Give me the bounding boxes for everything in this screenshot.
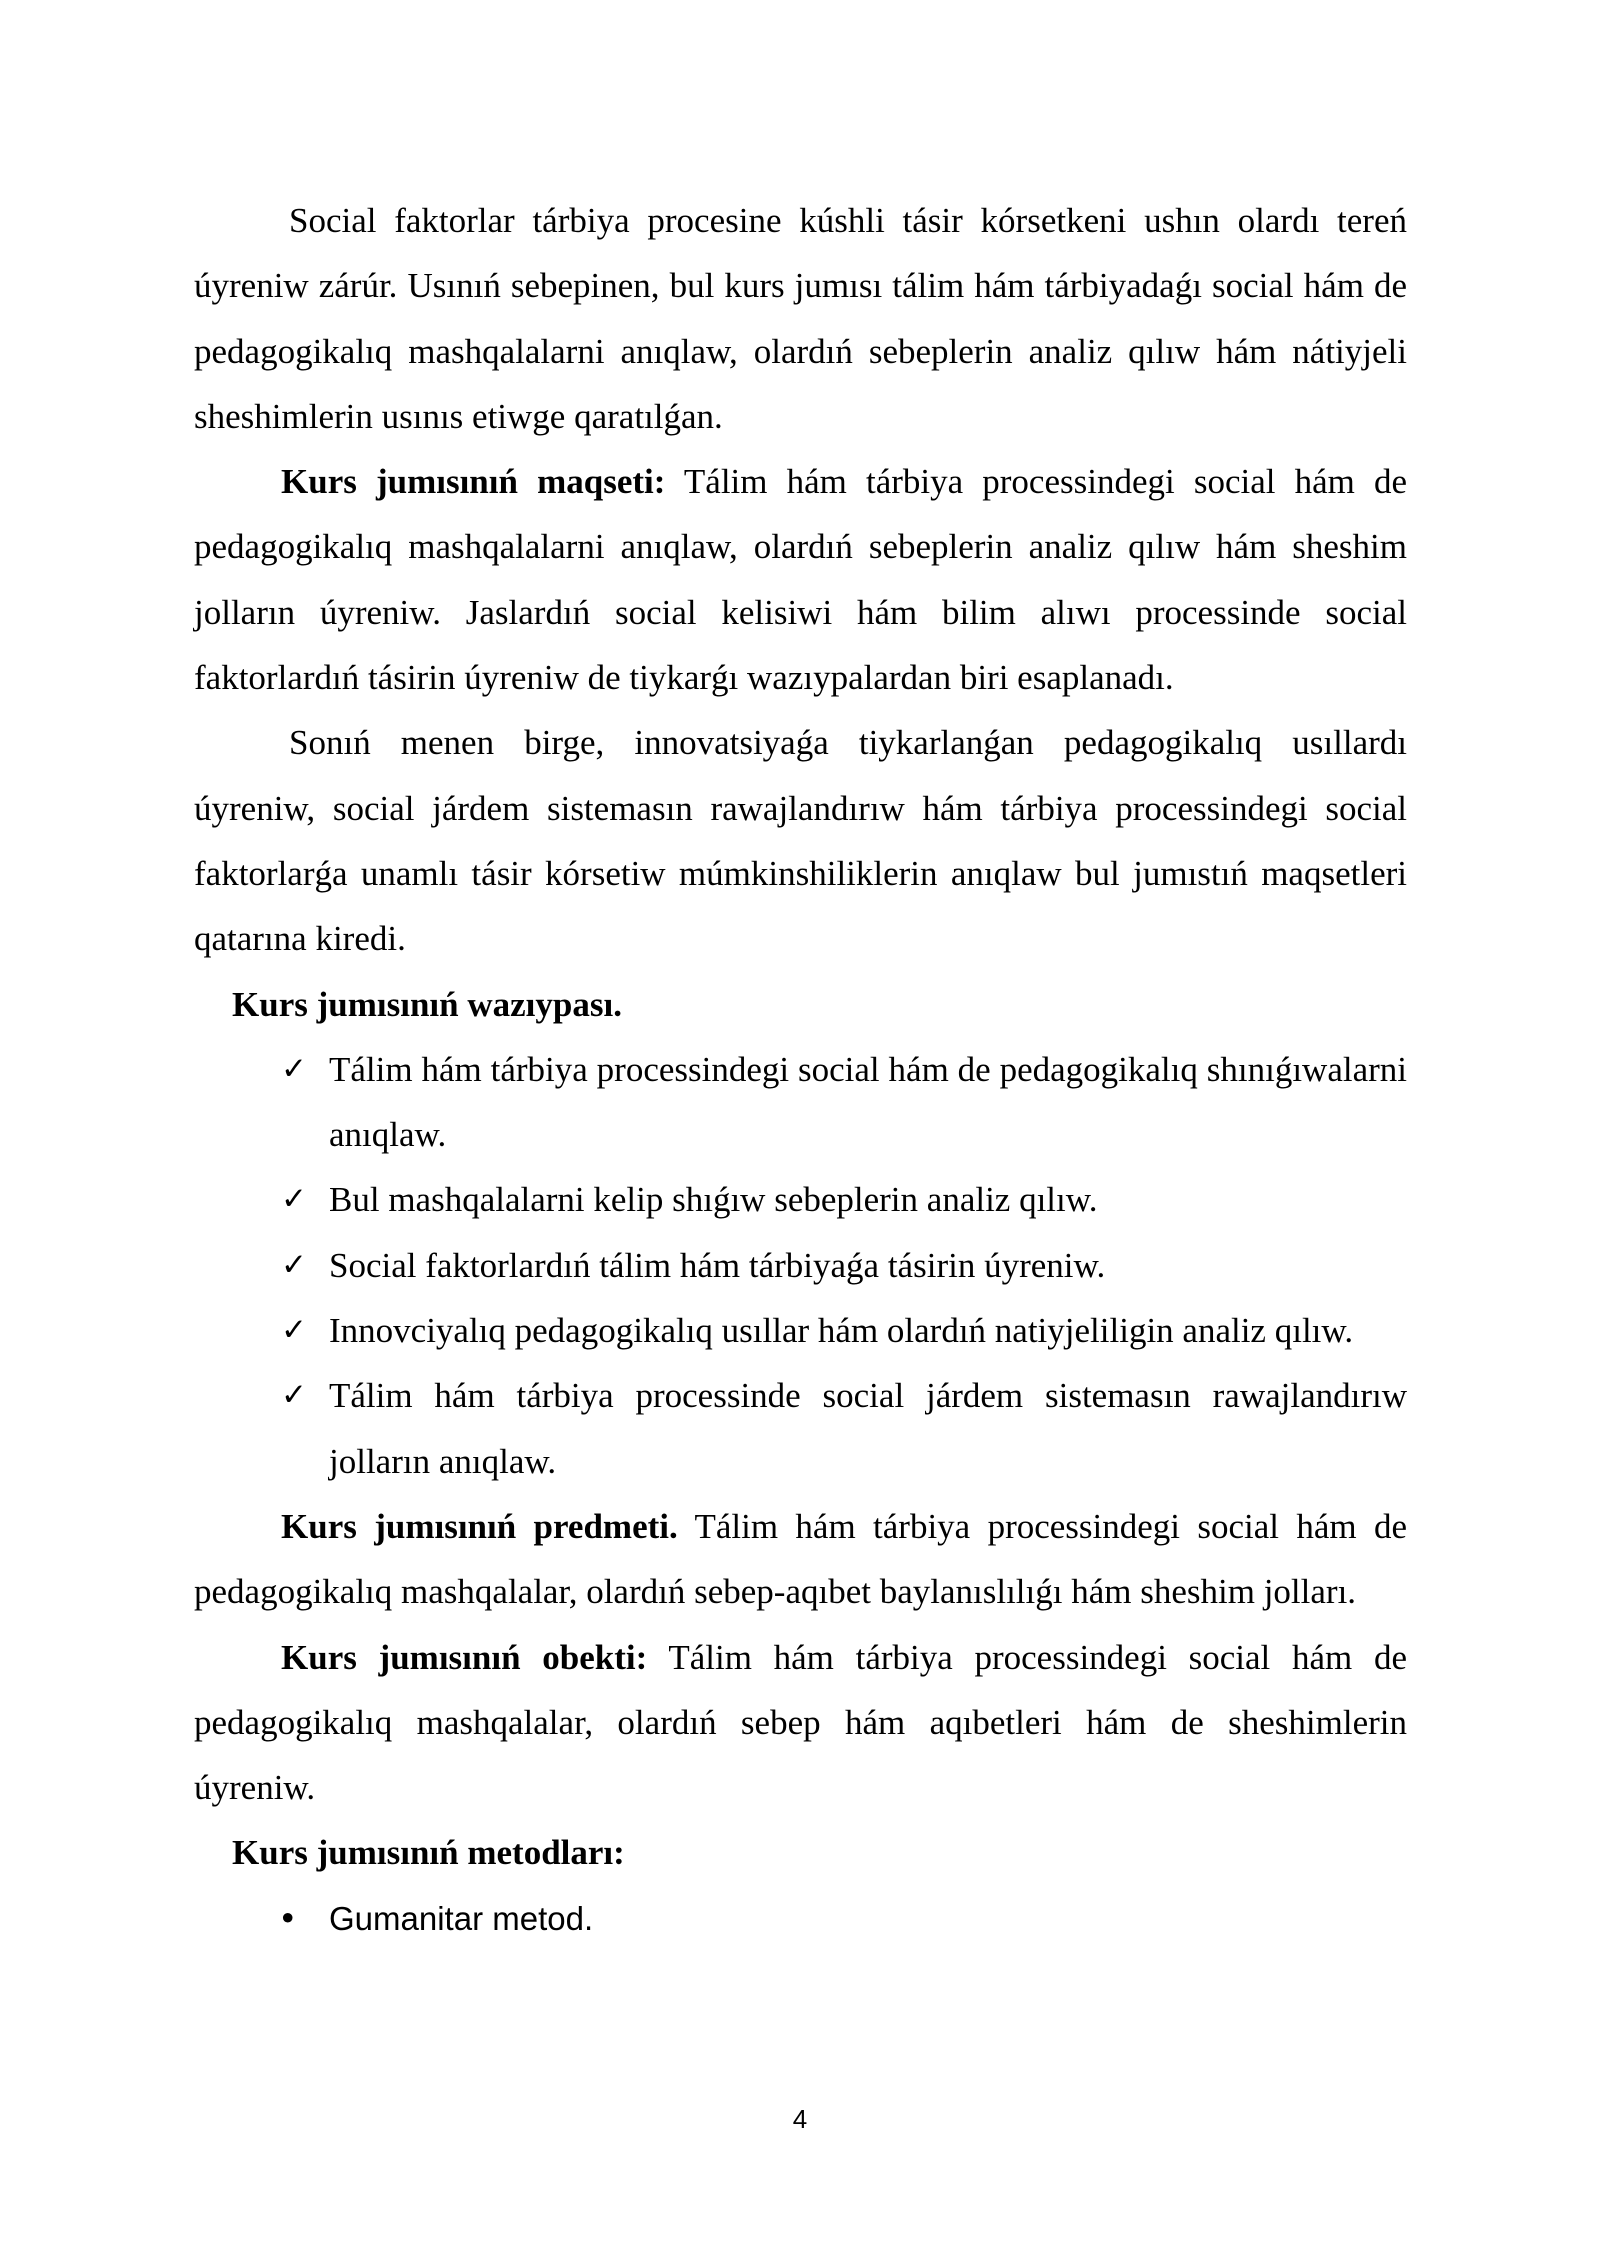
checkmark-icon: ✓ (281, 1377, 307, 1414)
methods-heading: Kurs jumısınıń metodları: (232, 1833, 625, 1873)
list-item (194, 1233, 1407, 1298)
method-text: Gumanitar metod. (329, 1899, 594, 1937)
task-text: Tálim hám tárbiya processinde social járdem sistemasın rawajlandırıw jolların anıqlaw. (329, 1376, 1407, 1481)
object-paragraph (194, 1625, 1407, 1821)
list-item (194, 1363, 1407, 1494)
checkmark-icon: ✓ (281, 1181, 307, 1218)
methods-list (194, 1886, 1407, 1951)
checkmark-icon: ✓ (281, 1050, 307, 1087)
list-item (194, 1886, 1407, 1951)
tasks-list (194, 1037, 1407, 1494)
task-text: Tálim hám tárbiya processindegi social hám de pedagogikalıq shınıǵıwalarni anıqlaw. (329, 1049, 1407, 1155)
list-item (194, 1037, 1407, 1168)
task-text: Bul mashqalalarni kelip shıǵıw sebeplerin analiz qılıw. (329, 1180, 1098, 1220)
list-item (194, 1167, 1407, 1232)
page-number: 4 (792, 2104, 808, 2134)
list-item (194, 1298, 1407, 1363)
subject-text: Tálim hám tárbiya processindegi social hám de pedagogikalıq mashqalalar, olardıń sebep-aqıbet baylanıslılıǵı hám sheshim jolları. (194, 1506, 1408, 1612)
checkmark-icon: ✓ (281, 1312, 307, 1349)
object-text: Tálim hám tárbiya processindegi social hám de pedagogikalıq mashqalalar, olardıń sebep hám aqıbetleri hám de sheshimlerin úyreniw. (194, 1637, 1407, 1808)
task-text: Innovciyalıq pedagogikalıq usıllar hám olardıń natiyjeliligin analiz qılıw. (329, 1311, 1354, 1351)
page-content (194, 188, 1407, 1951)
tasks-heading: Kurs jumısınıń wazıypası. (232, 984, 622, 1024)
intro-paragraph: Social faktorlar tárbiya procesine kúshli tásir kórsetkeni ushın olardı tereń úyreniw zárúr. Usınıń sebepinen, bul kurs jumısı tálim hám tárbiyadaǵı social hám de pedagogikalıq mashqalalarni anıqlaw, olardıń sebeplerin analiz qılıw hám nátiyjeli sheshimlerin usınıs etiwge qaratılǵan. (194, 201, 1407, 436)
goal-text: Tálim hám tárbiya processindegi social hám de pedagogikalıq mashqalalarni anıqlaw, olardıń sebeplerin analiz qılıw hám sheshim jolların úyreniw. Jaslardıń social kelisiwi hám bilim alıwı processinde social faktorlardıń tásirin úyreniw de tiykarǵı wazıypalardan biri esaplanadı. (194, 462, 1408, 698)
task-text: Social faktorlardıń tálim hám tárbiyaǵa tásirin úyreniw. (329, 1245, 1106, 1285)
subject-label: Kurs jumısınıń predmeti. (281, 1506, 678, 1546)
goal-continuation-paragraph: Sonıń menen birge, innovatsiyaǵa tiykarlanǵan pedagogikalıq usıllardı úyreniw, social járdem sistemasın rawajlandırıw hám tárbiya processindegi social faktorlarǵa unamlı tásir kórsetiw múmkinshiliklerin anıqlaw bul jumıstıń maqsetleri qatarına kiredi. (194, 723, 1407, 959)
goal-paragraph (194, 449, 1407, 710)
object-label: Kurs jumısınıń obekti: (281, 1637, 648, 1677)
goal-label: Kurs jumısınıń maqseti: (281, 462, 666, 502)
subject-paragraph (194, 1494, 1407, 1625)
checkmark-icon: ✓ (281, 1246, 307, 1283)
bullet-icon: • (278, 1898, 298, 1938)
